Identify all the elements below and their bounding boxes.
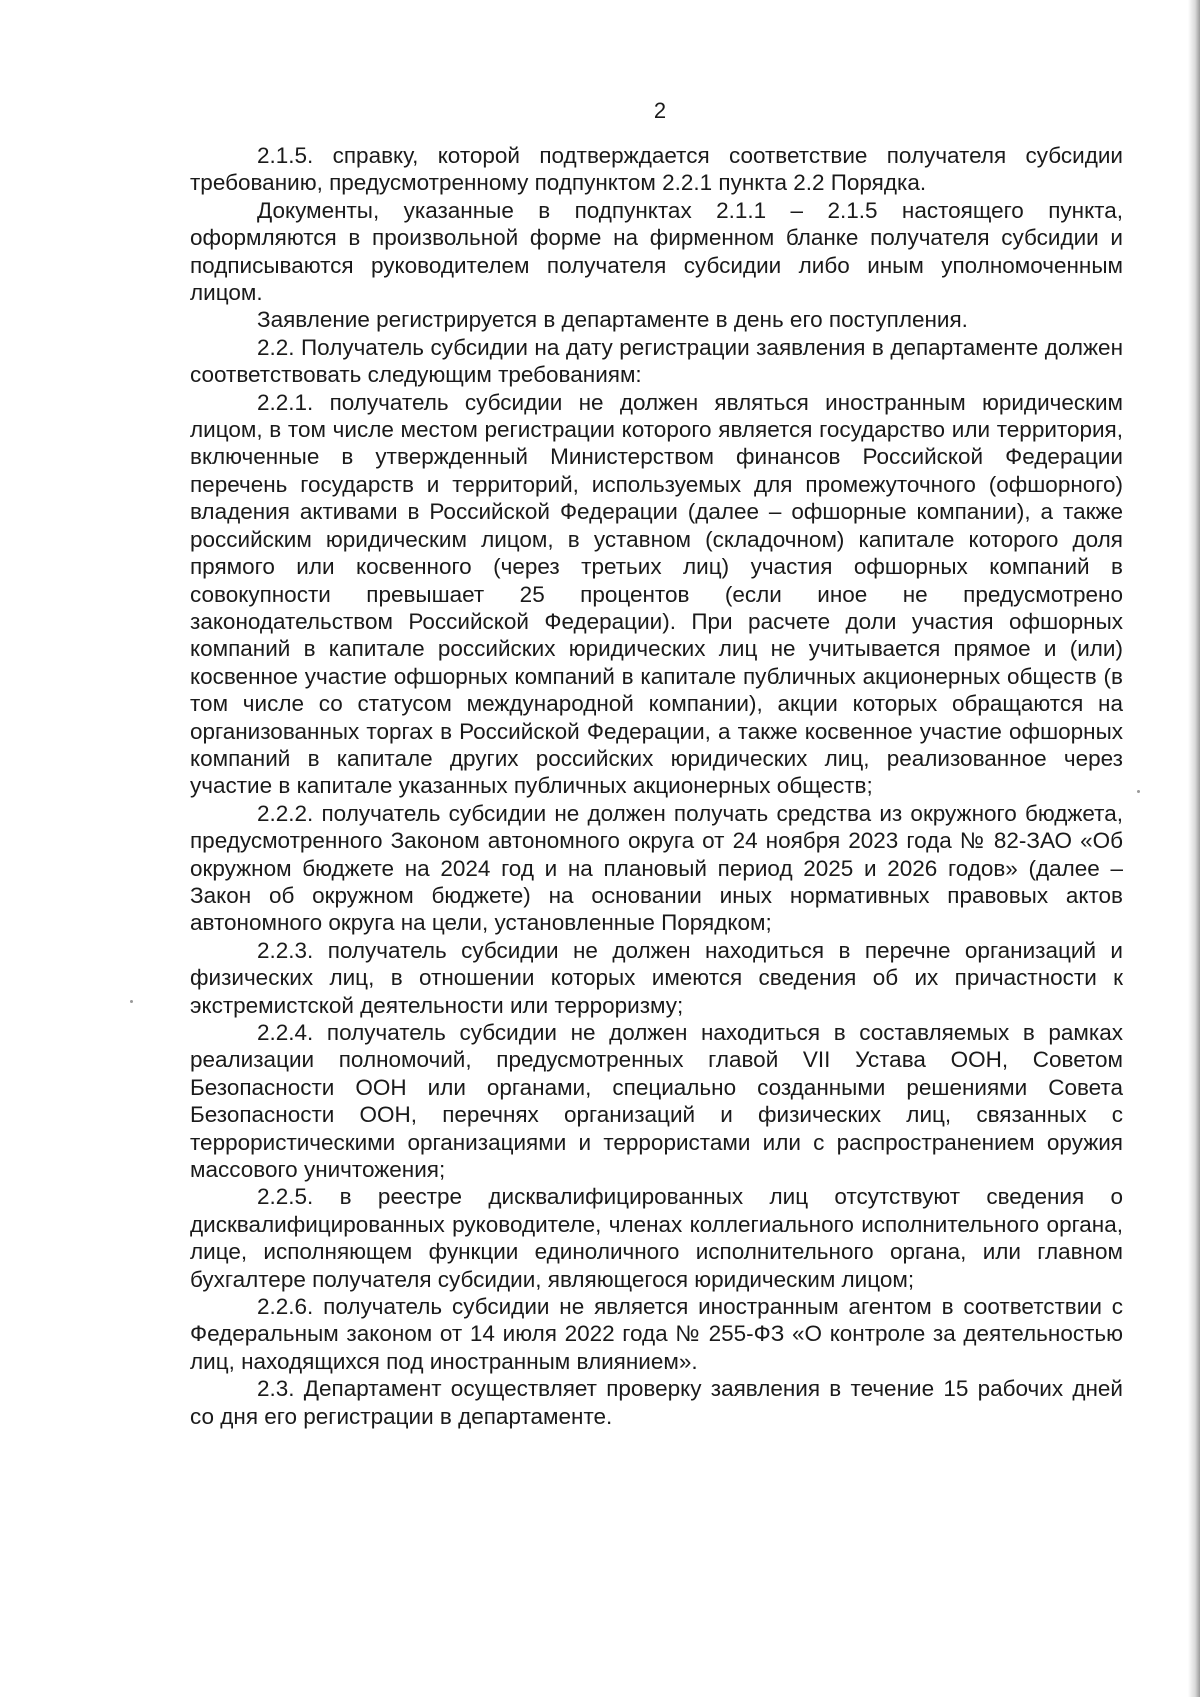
scan-speck <box>130 1000 133 1003</box>
paragraph-registration: Заявление регистрируется в департаменте в день его поступления. <box>257 307 968 333</box>
paragraph-documents-form: Документы, указанные в подпунктах 2.1.1 – 2.1.5 настоящего пункта, оформляются в произвольной форме на фирменном бланке получателя субсидии и подписываются руководителем получателя субсидии либо иным уполномоченным лицом. <box>190 197 1123 306</box>
paragraph-2-2-6: 2.2.6. получатель субсидии не является иностранным агентом в соответствии с Федеральным законом от 14 июля 2022 года № 255-ФЗ «О контроле за деятельностью лиц, находящихся под иностранным влиянием». <box>190 1294 1123 1374</box>
paragraph-2-2-4: 2.2.4. получатель субсидии не должен находиться в составляемых в рамках реализации полномочий, предусмотренных главой VII Устава ООН, Советом Безопасности ООН или органами, специально созданными решениями Совета Безопасности ООН, перечнях организаций и физических лиц, связанных с террористическими организациями и террористами или с распространением оружия массового уничтожения; <box>190 1020 1123 1183</box>
paragraph-2-2: 2.2. Получатель субсидии на дату регистрации заявления в департаменте должен соответствовать следующим требованиям: <box>190 334 1123 388</box>
page-edge-shadow <box>1188 0 1200 1697</box>
paragraph-2-2-1: 2.2.1. получатель субсидии не должен являться иностранным юридическим лицом, в том числе местом регистрации которого является государство или территория, включенные в утвержденный Министерством финансов Российской Федерации перечень государств и территорий, используемых для промежуточного (офшорного) владения активами в Российской Федерации (далее – офшорные компании), а также российским юридическим лицом, в уставном (складочном) капитале которого доля прямого или косвенного (через третьих лиц) участия офшорных компаний в совокупности превышает 25 процентов (если иное не предусмотрено законодательством Российской Федерации). При расчете доли участия офшорных компаний в капитале российских юридических лиц не учитывается прямое и (или) косвенное участие офшорных компаний в капитале публичных акционерных обществ (в том числе со статусом международной компании), акции которых обращаются на организованных торгах в Российской Федерации, а также косвенное участие офшорных компаний в капитале других российских юридических лиц, реализованное через участие в капитале указанных публичных акционерных обществ; <box>190 389 1123 799</box>
paragraph-2-2-5: 2.2.5. в реестре дисквалифицированных лиц отсутствуют сведения о дисквалифицированных руководителе, членах коллегиального исполнительного органа, лице, исполняющем функции единоличного исполнительного органа, или главном бухгалтере получателя субсидии, являющегося юридическим лицом; <box>190 1184 1123 1292</box>
page-number: 2 <box>653 98 667 123</box>
paragraph-2-2-3: 2.2.3. получатель субсидии не должен находиться в перечне организаций и физических лиц, в отношении которых имеются сведения об их причастности к экстремистской деятельности или терроризму; <box>190 937 1123 1018</box>
paragraph-2-2-2: 2.2.2. получатель субсидии не должен получать средства из окружного бюджета, предусмотренного Законом автономного округа от 24 ноября 2023 года № 82-ЗАО «Об окружном бюджете на 2024 год и на плановый период 2025 и 2026 годов» (далее – Закон об окружном бюджете) на основании иных нормативных правовых актов автономного округа на цели, установленные Порядком; <box>190 800 1123 936</box>
paragraph-2-3: 2.3. Департамент осуществляет проверку заявления в течение 15 рабочих дней со дня его регистрации в департаменте. <box>190 1376 1123 1429</box>
paragraph-2-1-5: 2.1.5. справку, которой подтверждается соответствие получателя субсидии требованию, предусмотренному подпунктом 2.2.1 пункта 2.2 Порядка. <box>190 143 1123 196</box>
document-body <box>190 142 1123 1430</box>
scan-speck <box>1137 790 1140 793</box>
